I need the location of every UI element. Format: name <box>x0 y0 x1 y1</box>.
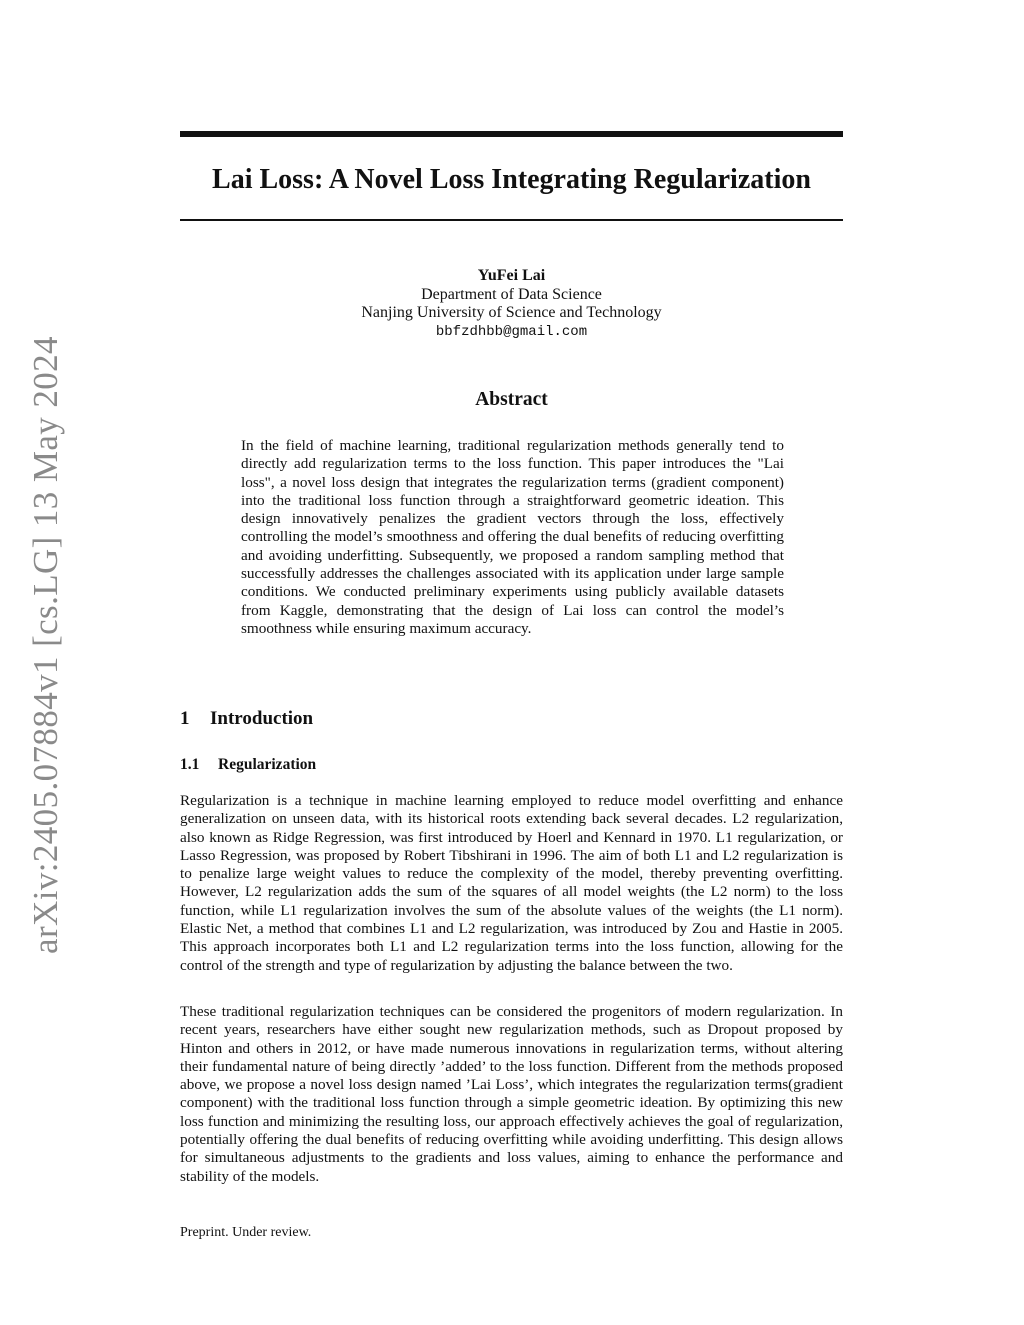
author-email[interactable]: bbfzdhbb@gmail.com <box>435 323 588 340</box>
title-top-rule <box>180 131 843 137</box>
paper-title: Lai Loss: A Novel Loss Integrating Regularization <box>212 164 811 195</box>
subsection-title: Regularization <box>218 756 317 773</box>
subsection-number: 1.1 <box>180 756 200 773</box>
abstract-text: In the field of machine learning, traditional regularization methods generally tend to directly add regularization terms to the loss function. This paper introduces the "Lai loss", a novel loss design that integrates the regularization terms (gradient component) into the traditional loss function through a straightforward geometric ideation. This design innovatively penalizes the gradient vectors through the loss, effectively controlling the model’s smoothness and offering the dual benefits of reducing overfitting and avoiding underfitting. Subsequently, we proposed a random sampling method that successfully addresses the challenges associated with its application under large sample conditions. We conducted preliminary experiments using publicly available datasets from Kaggle, demonstrating that the design of Lai loss can control the model’s smoothness while ensuring maximum accuracy. <box>241 437 784 637</box>
footer-note: Preprint. Under review. <box>180 1225 312 1240</box>
abstract-heading: Abstract <box>475 389 548 410</box>
author-university: Nanjing University of Science and Technology <box>361 304 662 321</box>
section-number: 1 <box>180 708 190 729</box>
title-bottom-rule <box>180 219 843 221</box>
author-block <box>180 267 843 341</box>
author-department: Department of Data Science <box>421 285 602 303</box>
body-paragraph: These traditional regularization techniques can be considered the progenitors of modern regularization. In recent years, researchers have either sought new regularization methods, such as Dropout proposed by Hinton and others in 2012, or have made numerous innovations in regularization terms, without altering their fundamental nature of being directly ’added’ to the loss function. Different from the methods proposed above, we propose a novel loss design named ’Lai Loss’, which integrates the regularization terms(gradient component) with the traditional loss function through a simple geometric ideation. By optimizing this new loss function and minimizing the resulting loss, our approach effectively achieves the goal of regularization, potentially offering the dual benefits of reducing overfitting while avoiding underfitting. This design allows for simultaneous adjustments to the gradients and loss values, aiming to enhance the performance and stability of the models. <box>180 1003 843 1185</box>
author-name: YuFei Lai <box>477 267 546 284</box>
section-title: Introduction <box>210 708 314 729</box>
body-paragraph: Regularization is a technique in machine learning employed to reduce model overfitting and enhance generalization on unseen data, with its historical roots extending back several decades. L2 regularization, also known as Ridge Regression, was first introduced by Hoerl and Kennard in 1970. L1 regularization, or Lasso Regression, was proposed by Robert Tibshirani in 1996. The aim of both L1 and L2 regularization is to penalize large weight values to reduce the complexity of the model, thereby preventing overfitting. However, L2 regularization adds the sum of the squares of all model weights (the L2 norm) to the loss function, while L1 regularization involves the sum of the absolute values of the weights (the L1 norm). Elastic Net, a method that combines L1 and L2 regularization, was introduced by Zou and Hastie in 2005. This approach incorporates both L1 and L2 regularization terms into the loss function, allowing for the control of the strength and type of regularization by adjusting the balance between the two. <box>180 792 843 974</box>
subsection-heading <box>180 755 316 775</box>
arxiv-identifier-stamp: arXiv:2405.07884v1 [cs.LG] 13 May 2024 <box>26 336 65 954</box>
section-heading <box>180 706 313 732</box>
